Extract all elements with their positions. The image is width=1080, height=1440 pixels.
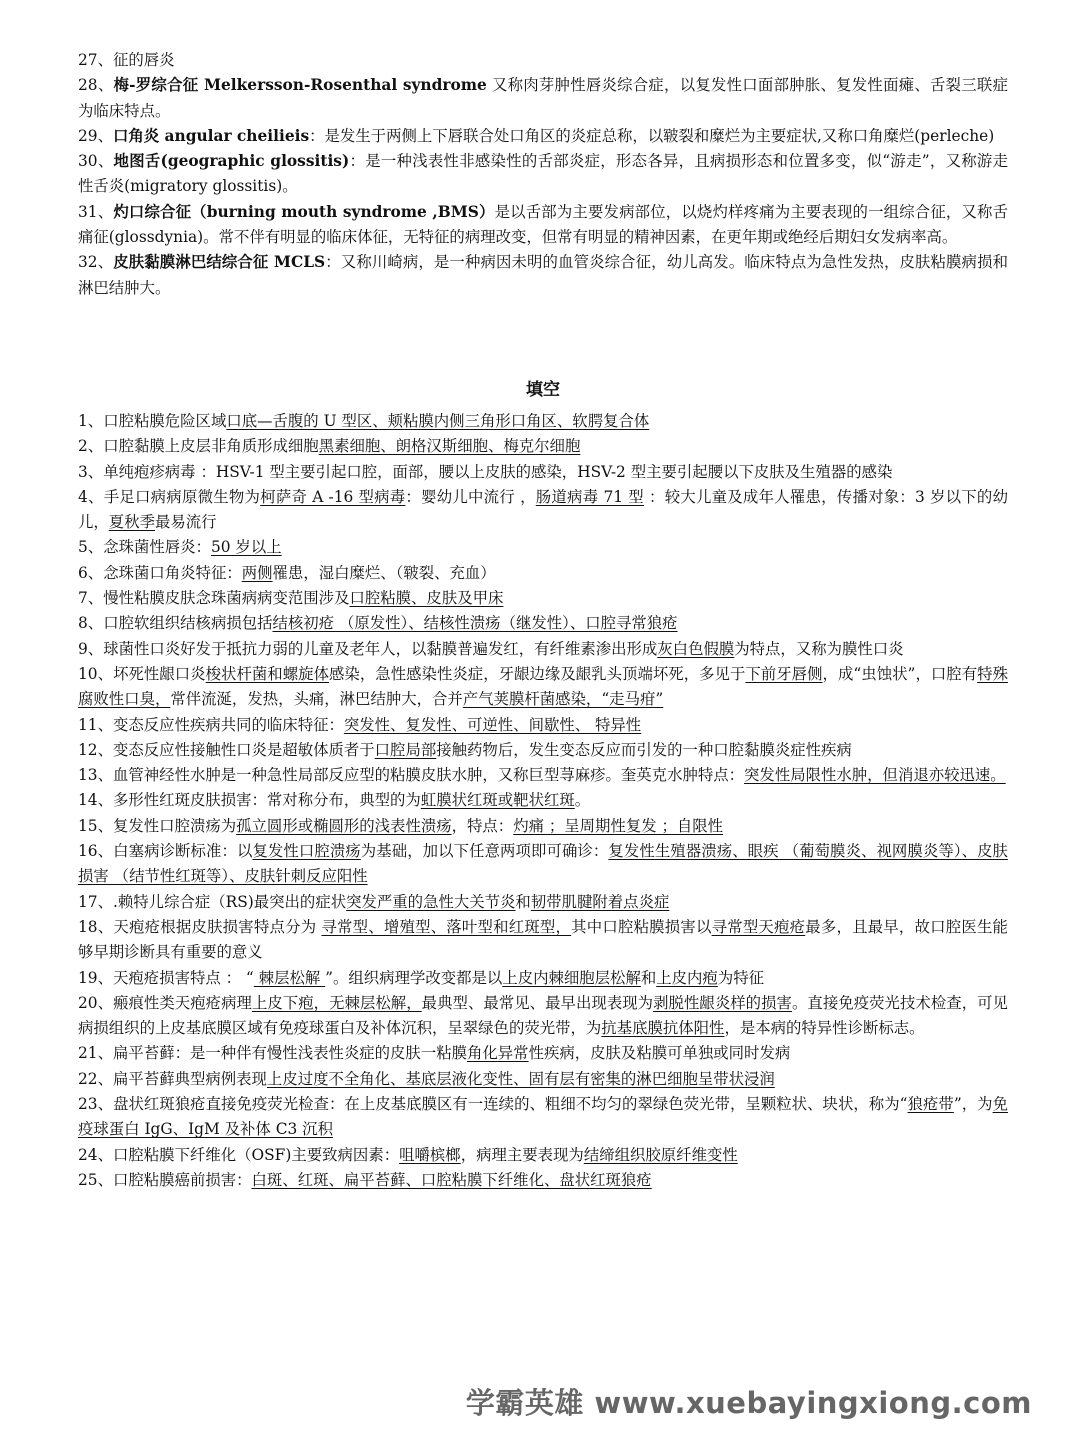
definition-term: 口角炎 angular cheilieis	[113, 126, 310, 145]
item-number: 16	[78, 842, 98, 861]
definition-term: 灼口综合征（burning mouth syndrome ,BMS）	[113, 202, 495, 221]
fill-item	[78, 966, 1008, 991]
question-text: 球菌性口炎好发于抵抗力弱的儿童及老年人，以黏膜普遍发红，有纤维素渗出形成	[103, 639, 658, 658]
item-separator: 、	[97, 253, 114, 272]
answer-underlined: 突发性、复发性、可逆性、间歇性、 特异性	[343, 715, 642, 734]
answer-underlined: 复发性口腔溃疡	[252, 842, 361, 861]
question-text: ：婴幼儿中流行 ，	[405, 487, 536, 506]
answer-underlined: 上皮过度不全角化、基底层液化变性、固有层有密集的淋巴细胞呈带状浸润	[266, 1069, 775, 1088]
question-text: 最易流行	[154, 513, 217, 532]
item-number: 9	[78, 639, 88, 658]
question-text: 为基础，加以下任意两项即可确诊：	[360, 842, 609, 861]
question-text: 罹患，湿白糜烂、（皲裂、充血）	[272, 563, 496, 582]
fill-item	[78, 409, 1008, 434]
question-text: 最典型、最常见、最早出现表现为	[421, 993, 654, 1012]
item-number: 30	[78, 152, 98, 171]
definition-text: 是以舌部为主要发病部位，以烧灼样疼痛为主要表现的一组综合征，又称舌痛征(glossdynia)。常不伴有明显的临床体征，无特征的病理改变，但常有明显的精神因素，在更年期或绝经后期妇女发病率高。	[78, 202, 1008, 247]
item-separator: 、	[97, 1145, 113, 1164]
answer-underlined: 狼疮带	[907, 1094, 954, 1113]
question-text: 念珠菌口角炎特征：	[103, 563, 242, 582]
question-text: ，病理主要表现为	[460, 1145, 584, 1164]
question-text: 。	[574, 791, 591, 810]
definition-term: 地图舌(geographic glossitis)	[113, 152, 350, 171]
question-text: 为特点，又称为膜性口炎	[734, 639, 904, 658]
fill-item	[78, 814, 1008, 839]
question-text: ，特点：	[451, 816, 514, 835]
item-separator: 、	[97, 791, 113, 810]
answer-underlined: 上皮内疱	[656, 968, 718, 987]
question-text: 天疱疮根据皮肤损害特点分为	[113, 917, 322, 936]
fill-item	[78, 890, 1008, 915]
answer-underlined: 复发性生殖器溃疡、眼疾 （葡萄膜炎、视网膜炎等）、皮肤损害 （结节性红斑等）、皮肤针刺反应阳性	[78, 842, 1008, 886]
item-number: 24	[78, 1145, 98, 1164]
question-text: 性疾病，皮肤及粘膜可单独或同时发病	[528, 1044, 791, 1063]
item-number: 19	[78, 968, 98, 987]
item-number: 13	[78, 766, 98, 785]
answer-underlined: 口腔局部	[374, 740, 437, 759]
question-text: 最多，且最早，故口腔医生能够早期诊断具有重要的意义	[78, 917, 1008, 962]
definition-text: ：又称川崎病，是一种病因未明的血管炎综合征，幼儿高发。临床特点为急性发热，皮肤粘膜病损和淋巴结肿大。	[78, 253, 1008, 297]
item-number: 28	[78, 76, 98, 95]
fill-item	[78, 1168, 1008, 1193]
item-number: 31	[78, 202, 98, 221]
definition-text: ：是一种浅表性非感染性的舌部炎症，形态各异，且病损形态和位置多变，似“游走”，又称游走性舌炎(migratory glossitis)。	[78, 152, 1008, 196]
answer-underlined: 免疫球蛋白 IgG、IgM 及补体 C3 沉积	[78, 1094, 1008, 1139]
definition-item	[78, 73, 1008, 124]
item-separator: 、	[87, 639, 104, 658]
fill-item	[78, 1067, 1008, 1092]
answer-underlined: 上皮内棘细胞层松解	[502, 968, 641, 987]
item-separator: 、	[87, 411, 104, 430]
question-text: 扁平苔藓：是一种伴有慢性浅表性炎症的皮肤一粘膜	[113, 1044, 467, 1063]
item-separator: 、	[97, 1170, 113, 1189]
answer-underlined: 棘层松解	[253, 968, 326, 987]
answer-underlined: 角化异常	[467, 1044, 529, 1063]
fill-item	[78, 485, 1008, 536]
answer-underlined: 口底—舌腹的 U 型区、颊粘膜内侧三角形口角区、软腭复合体	[226, 411, 650, 430]
question-text: 口腔粘膜癌前损害：	[113, 1170, 252, 1189]
item-separator: 、	[97, 816, 113, 835]
question-text: ”。组织病理学改变都是以	[325, 968, 503, 987]
item-separator: 、	[97, 842, 114, 861]
definition-item	[78, 200, 1008, 251]
item-separator: 、	[97, 892, 113, 911]
definition-item	[78, 149, 1008, 200]
item-number: 15	[78, 816, 98, 835]
question-text: 常伴流涎，发热，头痛，淋巴结肿大，合并	[170, 690, 463, 709]
answer-underlined: 咀嚼槟榔	[399, 1145, 461, 1164]
answer-underlined: 寻常型天疱疮	[711, 917, 806, 936]
question-text: 口腔粘膜危险区域	[103, 411, 227, 430]
question-text: 口腔粘膜下纤维化（OSF)主要致病因素：	[113, 1145, 400, 1164]
answer-underlined: 黑素细胞、朗格汉斯细胞、梅克尔细胞	[318, 437, 581, 456]
answer-underlined: 白斑、红斑、扁平苔藓、口腔粘膜下纤维化、盘状红斑狼疮	[251, 1170, 652, 1189]
answer-underlined: 特殊腐败性口臭，	[78, 664, 1008, 709]
definition-term: 梅-罗综合征 Melkersson-Rosenthal syndrome	[113, 76, 487, 95]
answer-underlined: 虹膜状红斑或靶状红斑	[420, 791, 575, 810]
item-separator: 、	[97, 740, 113, 759]
answer-underlined: 肠道病毒 71 型	[535, 487, 644, 506]
item-separator: 、	[87, 538, 104, 557]
answer-underlined: 剥脱性龈炎样的损害	[653, 993, 792, 1012]
fill-item	[78, 1041, 1008, 1066]
fill-item	[78, 586, 1008, 611]
item-separator: 、	[97, 202, 114, 221]
answer-underlined: 口腔粘膜、皮肤及甲床	[349, 589, 504, 608]
document-page	[78, 48, 1008, 1193]
question-text: 口腔黏膜上皮层非角质形成细胞	[103, 437, 319, 456]
item-separator: 、	[87, 589, 104, 608]
answer-underlined: 抗基底膜抗体阳性	[601, 1019, 725, 1038]
question-text: 变态反应性接触性口炎是超敏体质者于	[113, 740, 375, 759]
item-number: 1	[78, 411, 88, 430]
answer-underlined: 梭状杆菌和螺旋体	[205, 664, 329, 683]
fill-item	[78, 662, 1008, 713]
item-separator: 、	[97, 766, 113, 785]
item-number: 21	[78, 1044, 98, 1063]
question-text: 盘状红斑狼疮直接免疫荧光检查：在上皮基底膜区有一连续的、粗细不均匀的翠绿色荧光带，呈颗粒状、块状，称为“	[113, 1094, 908, 1113]
item-separator: 、	[97, 993, 114, 1012]
item-separator: 、	[97, 1094, 114, 1113]
question-text: 感染，急性感染性炎症，牙龈边缘及龈乳头顶端坏死，多见于	[329, 664, 746, 683]
item-number: 4	[78, 487, 88, 506]
answer-underlined: 夏秋季	[108, 513, 155, 532]
answer-underlined: 灼痛 ；呈周期性复发 ；自限性	[513, 816, 724, 835]
item-separator: 、	[97, 1044, 113, 1063]
definition-item	[78, 250, 1008, 301]
answer-underlined: 下前牙唇侧	[745, 664, 823, 683]
question-text: 瘢痕性类天疱疮病理	[113, 993, 252, 1012]
fill-item	[78, 1143, 1008, 1168]
item-number: 32	[78, 253, 98, 272]
fill-item	[78, 611, 1008, 636]
question-text: ，是本病的特异性诊断标志。	[724, 1019, 925, 1038]
definition-text: 又称肉芽肿性唇炎综合症，以复发性口面部肿胀、复发性面瘫、舌裂三联症为临床特点。	[78, 76, 1008, 120]
question-text: .赖特儿综合症（RS)最突出的症状	[113, 892, 347, 911]
answer-underlined: 两侧	[241, 563, 273, 582]
answer-underlined: 韧带肌腱附着点炎症	[530, 892, 670, 911]
answer-underlined: 突发严重的急性大关节炎	[346, 892, 516, 911]
item-number: 3	[78, 462, 88, 481]
definition-list	[78, 48, 1008, 301]
question-text: 复发性口腔溃疡为	[113, 816, 237, 835]
answer-underlined: 寻常型、增殖型、落叶型和红斑型，	[321, 917, 572, 936]
question-text: ，成“虫蚀状”，口腔有	[822, 664, 978, 683]
item-separator: 、	[87, 614, 104, 633]
item-number: 17	[78, 892, 98, 911]
item-number: 8	[78, 614, 88, 633]
fill-blank-list	[78, 409, 1008, 1193]
fill-item	[78, 991, 1008, 1042]
question-text: 手足口病病原微生物为	[103, 487, 261, 506]
item-separator: 、	[97, 968, 113, 987]
question-text: 坏死性龈口炎	[113, 664, 206, 683]
item-number: 25	[78, 1170, 98, 1189]
item-number: 14	[78, 791, 98, 810]
fill-item	[78, 713, 1008, 738]
question-text: 白塞病诊断标准：以	[113, 842, 253, 861]
fill-item	[78, 738, 1008, 763]
item-number: 11	[78, 715, 98, 734]
item-number: 5	[78, 538, 88, 557]
question-text: ”，为	[953, 1094, 993, 1113]
question-text: 和	[515, 892, 531, 911]
item-number: 12	[78, 740, 98, 759]
item-separator: 、	[87, 462, 104, 481]
item-separator: 、	[87, 487, 104, 506]
item-number: 29	[78, 126, 98, 145]
definition-item	[78, 48, 1008, 73]
item-number: 7	[78, 589, 88, 608]
answer-underlined: 柯萨奇 A -16 型病毒	[260, 487, 406, 506]
item-separator: 、	[87, 563, 104, 582]
answer-underlined: 突发性局限性水肿，但消退亦较迅速。	[744, 766, 1006, 785]
fill-item	[78, 839, 1008, 890]
question-text: 变态反应性疾病共同的临床特征：	[113, 715, 344, 734]
answer-underlined: 结核初疮 （原发性）、结核性溃疡（继发性）、口腔寻常狼疮	[272, 614, 678, 633]
item-separator: 、	[97, 917, 114, 936]
definition-term: 皮肤黏膜淋巴结综合征 MCLS	[113, 253, 326, 272]
answer-underlined: 50 岁以上	[210, 538, 282, 557]
question-text: 血管神经性水肿是一种急性局部反应型的粘膜皮肤水肿，又称巨型荨麻疹。奎英克水肿特点：	[113, 766, 745, 785]
fill-item	[78, 460, 1008, 485]
section-title-fill-blank: 填空	[526, 379, 560, 400]
definition-item	[78, 124, 1008, 149]
item-number: 2	[78, 437, 88, 456]
answer-underlined: 灰白色假膜	[657, 639, 735, 658]
answer-underlined: 上皮下疱，无棘层松解，	[251, 993, 422, 1012]
fill-item	[78, 434, 1008, 459]
question-text: 多形性红斑皮肤损害：常对称分布，典型的为	[113, 791, 421, 810]
question-text: 念珠菌性唇炎：	[103, 538, 211, 557]
question-text: 其中口腔粘膜损害以	[571, 917, 712, 936]
item-number: 20	[78, 993, 98, 1012]
item-separator: 、	[97, 715, 113, 734]
item-number: 10	[78, 664, 98, 683]
item-separator: 、	[97, 76, 114, 95]
fill-item	[78, 637, 1008, 662]
item-separator: 、	[97, 664, 114, 683]
question-text: 。直接免疫荧光技术检查，可见病损组织的上皮基底膜区域有免疫球蛋白及补体沉积，呈翠绿色的荧光带，为	[78, 993, 1008, 1038]
definition-text: 征的唇炎	[113, 51, 175, 69]
question-text: 和	[640, 968, 657, 987]
item-number: 18	[78, 917, 98, 936]
watermark-logo: 学霸英雄 www.xuebayingxiong.com	[465, 1386, 1032, 1420]
item-separator: 、	[97, 1069, 113, 1088]
item-separator: 、	[97, 126, 113, 145]
item-separator: 、	[97, 152, 114, 171]
answer-underlined: 产气荚膜杆菌感染，“走马疳”	[462, 690, 664, 709]
question-text: 口腔软组织结核病损包括	[103, 614, 273, 633]
item-separator: 、	[87, 437, 104, 456]
fill-item	[78, 1092, 1008, 1143]
answer-underlined: 结缔组织胶原纤维变性	[583, 1145, 738, 1164]
answer-underlined: 孤立圆形或椭圆形的浅表性溃疡	[236, 816, 452, 835]
question-text: ：较大儿童及成年人罹患，传播对象：3 岁以下的幼儿，	[78, 487, 1008, 532]
question-text: 扁平苔藓典型病例表现	[113, 1069, 267, 1088]
fill-item	[78, 535, 1008, 560]
question-text: 接触药物后，发生变态反应而引发的一种口腔黏膜炎症性疾病	[436, 740, 852, 759]
fill-item	[78, 788, 1008, 813]
fill-item	[78, 915, 1008, 966]
item-number: 23	[78, 1094, 98, 1113]
fill-item	[78, 561, 1008, 586]
item-separator: 、	[97, 51, 113, 69]
item-number: 27	[78, 51, 98, 69]
item-number: 22	[78, 1069, 98, 1088]
fill-item	[78, 763, 1008, 788]
definition-text: ：是发生于两侧上下唇联合处口角区的炎症总称，以皲裂和糜烂为主要症状,又称口角糜烂(perleche)	[309, 126, 995, 145]
question-text: 慢性粘膜皮肤念珠菌病病变范围涉及	[103, 589, 350, 608]
question-text: 为特征	[717, 968, 765, 987]
item-number: 6	[78, 563, 88, 582]
question-text: 单纯疱疹病毒 ：HSV-1 型主要引起口腔，面部，腰以上皮肤的感染，HSV-2 型主要引起腰以下皮肤及生殖器的感染	[103, 462, 893, 481]
question-text: 天疱疮损害特点 ： “	[113, 968, 254, 987]
